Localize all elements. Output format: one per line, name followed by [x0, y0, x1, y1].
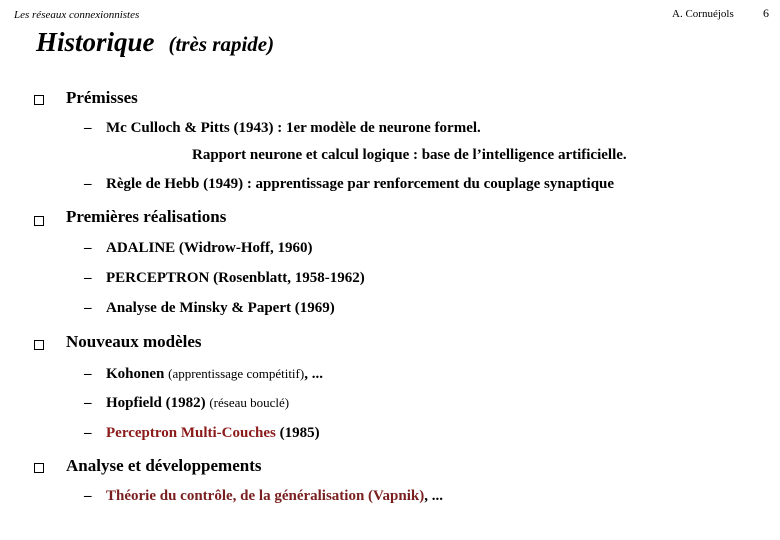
list-item: Règle de Hebb (1949) : apprentissage par renforcement du couplage synaptique [106, 176, 615, 192]
section-heading-premisses: Prémisses [66, 88, 138, 107]
section-heading-nouveaux-modeles: Nouveaux modèles [66, 332, 202, 351]
dash-icon: – [84, 300, 92, 316]
section-bullet-icon [34, 216, 44, 226]
section-bullet-icon [34, 463, 44, 473]
section-bullet-icon [34, 95, 44, 105]
item-main: Hopfield (1982) [106, 395, 210, 411]
dash-icon: – [84, 176, 92, 192]
dash-icon: – [84, 240, 92, 256]
list-item [106, 425, 320, 442]
dash-icon: – [84, 270, 92, 286]
list-item [106, 488, 443, 505]
slide-title [36, 27, 274, 58]
dash-icon: – [84, 488, 92, 504]
list-item [106, 395, 289, 412]
item-note: (apprentissage compétitif) [168, 366, 305, 381]
item-tail: , ... [304, 366, 323, 382]
item-tail: , ... [424, 488, 443, 504]
dash-icon: – [84, 366, 92, 382]
section-bullet-icon [34, 340, 44, 350]
section-heading-analyse: Analyse et développements [66, 456, 262, 475]
list-item: Mc Culloch & Pitts (1943) : 1er modèle de neurone formel. [106, 120, 481, 136]
item-highlight: Perceptron Multi-Couches [106, 425, 276, 441]
item-note: (réseau bouclé) [209, 395, 290, 410]
page-number: 6 [763, 6, 769, 20]
list-item-continuation: Rapport neurone et calcul logique : base de l’intelligence artificielle. [192, 147, 627, 163]
list-item: PERCEPTRON (Rosenblatt, 1958-1962) [106, 270, 365, 286]
dash-icon: – [84, 395, 92, 411]
header-author: A. Cornuéjols [672, 8, 734, 20]
list-item: ADALINE (Widrow-Hoff, 1960) [106, 240, 313, 256]
slide-title-main: Historique [36, 27, 155, 57]
item-tail: (1985) [275, 425, 320, 441]
header-course-title: Les réseaux connexionnistes [14, 9, 140, 21]
list-item [106, 366, 323, 383]
dash-icon: – [84, 425, 92, 441]
slide-title-sub: (très rapide) [168, 32, 275, 56]
item-highlight: Théorie du contrôle, de la généralisation (Vapnik) [106, 488, 425, 504]
dash-icon: – [84, 120, 92, 136]
section-heading-realisations: Premières réalisations [66, 207, 227, 226]
list-item: Analyse de Minsky & Papert (1969) [106, 300, 335, 316]
item-main: Kohonen [106, 366, 169, 382]
